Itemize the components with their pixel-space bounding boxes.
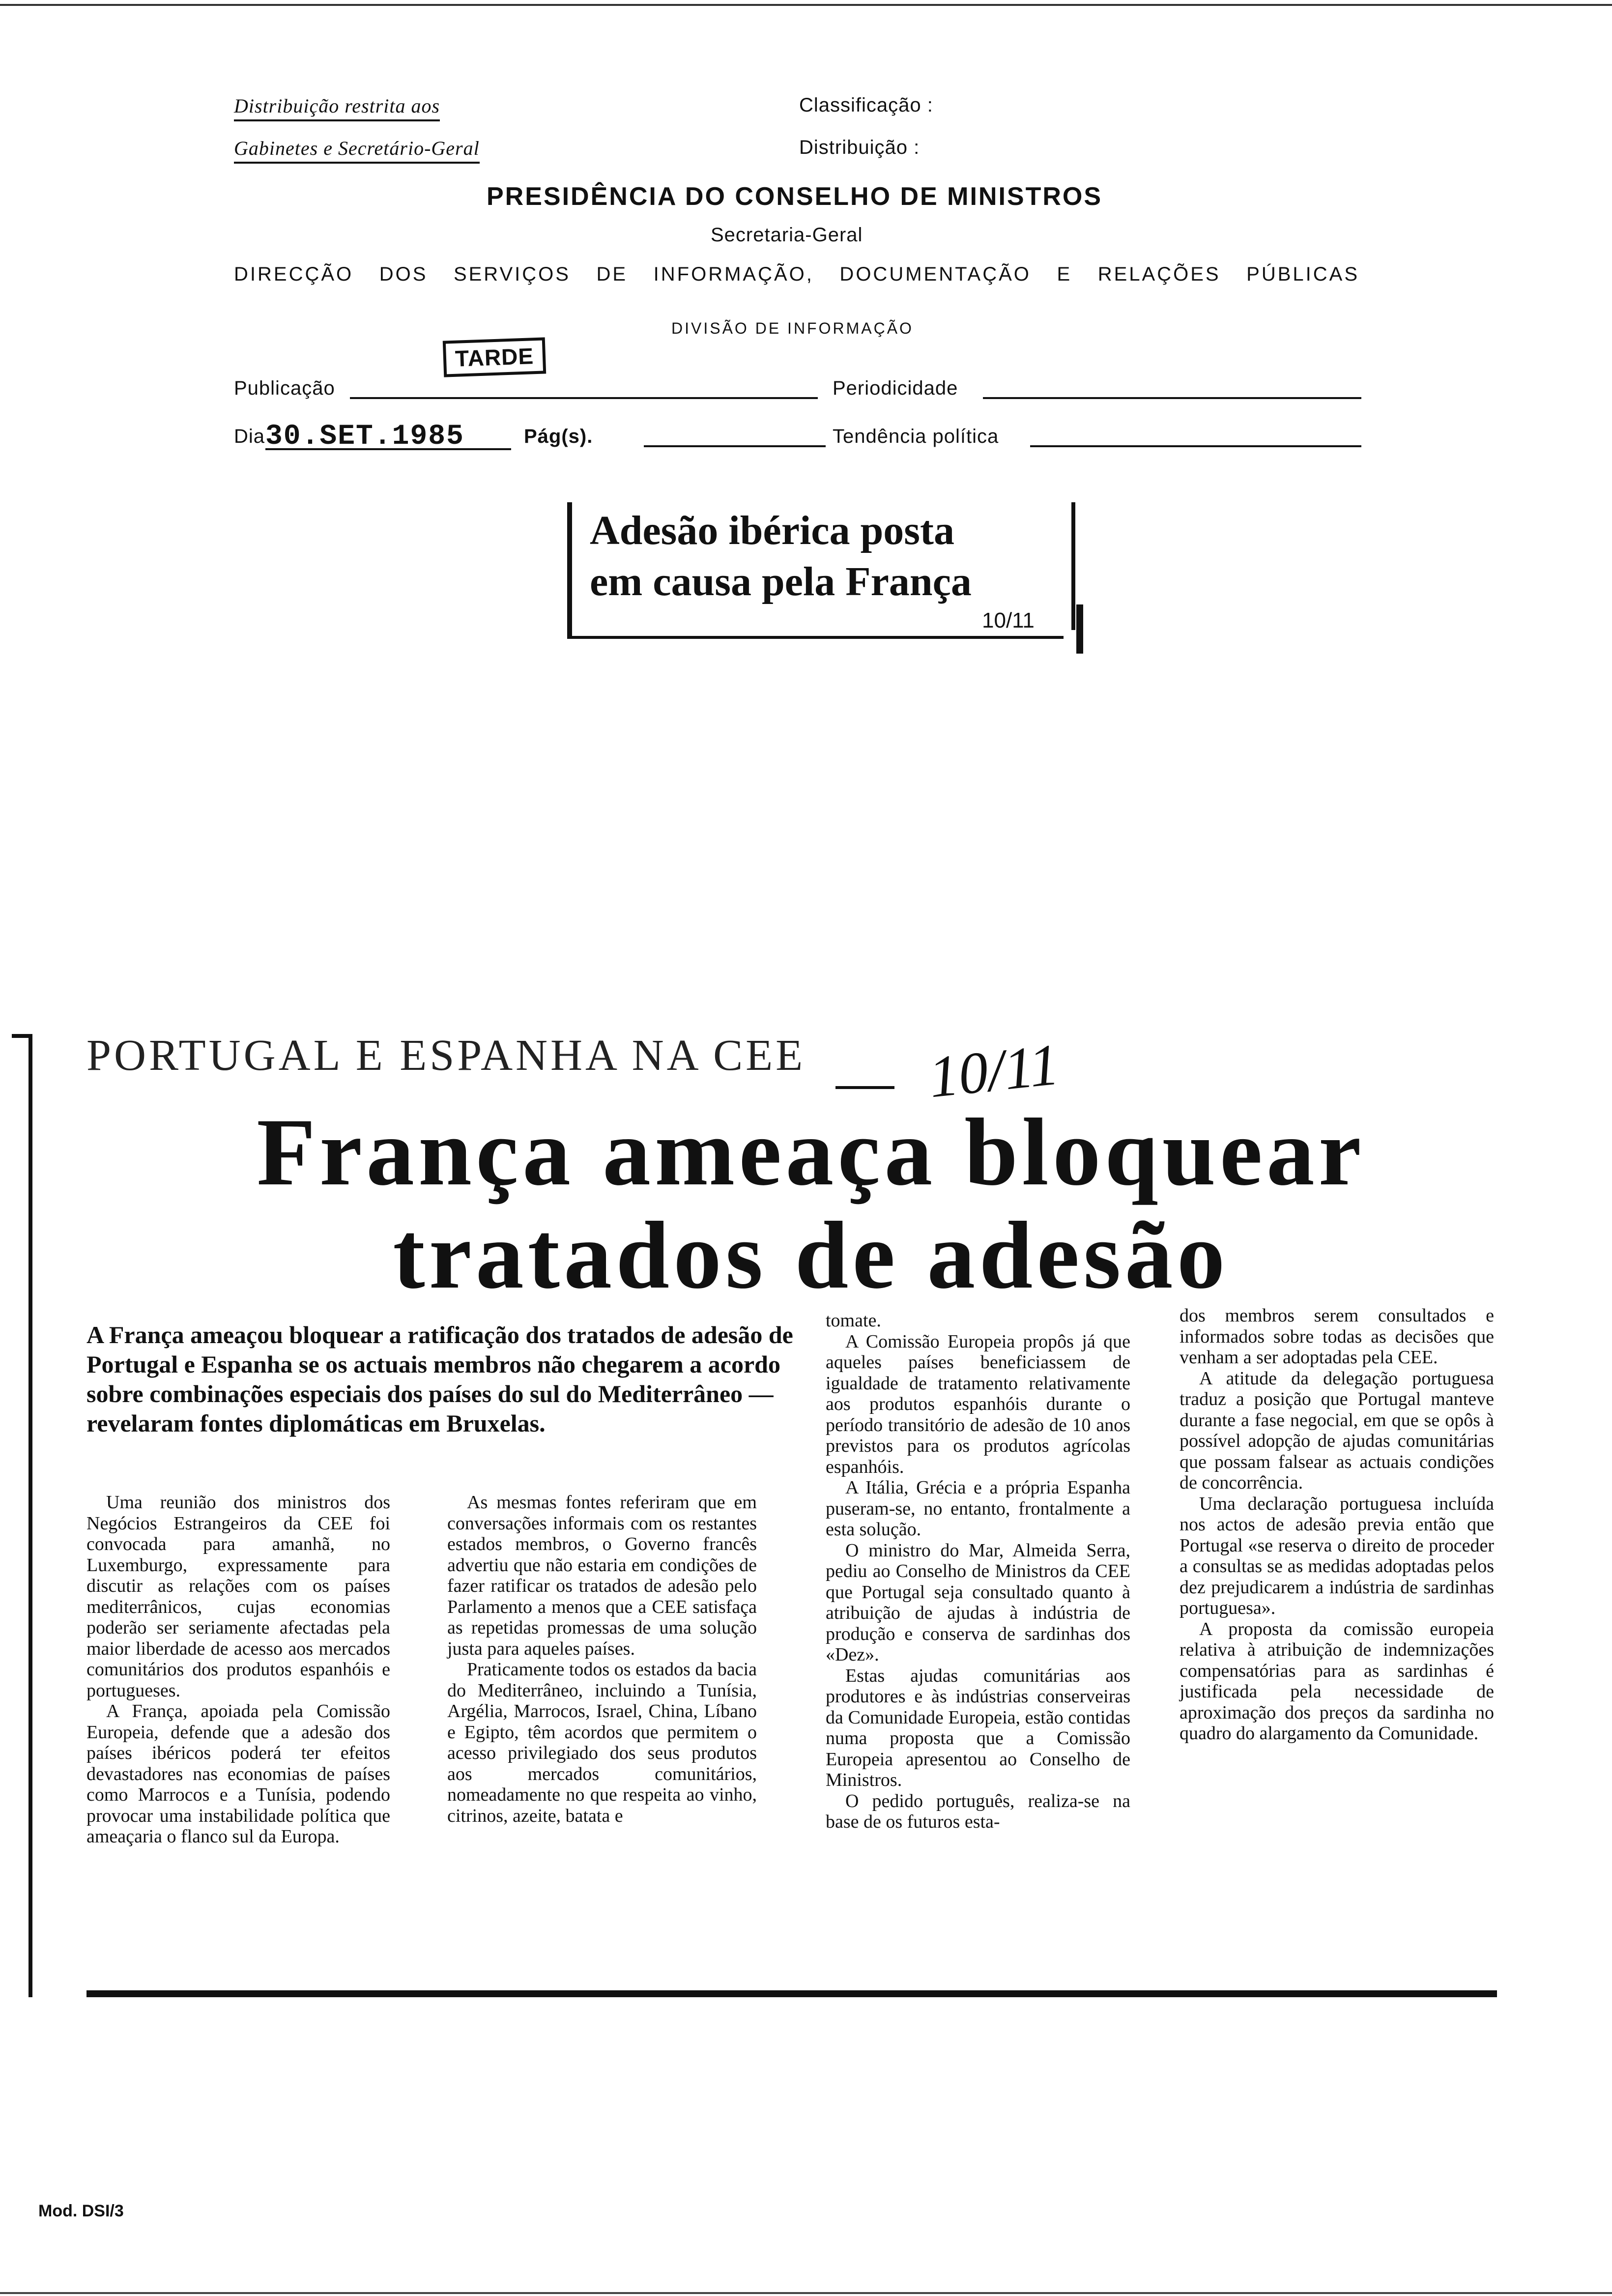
- organization-title: PRESIDÊNCIA DO CONSELHO DE MINISTROS: [487, 182, 1103, 211]
- article-kicker: PORTUGAL E ESPANHA NA CEE: [86, 1031, 806, 1080]
- kicker-underline-mark: [835, 1086, 894, 1089]
- classificacao-label: Classificação :: [799, 94, 933, 116]
- col1-paragraph-2: A França, apoiada pela Comissão Europeia, defende que a adesão dos países ibéricos poderá ter efeitos devastadores nas economias de países como Marrocos e a Tunísia, podendo provocar uma instabilidade política que ameaçaria o flanco sul da Europa.: [86, 1701, 390, 1847]
- clipping-page-ref: 10/11: [982, 608, 1035, 632]
- tendencia-label: Tendência política: [833, 426, 999, 447]
- col4-paragraph-2: Uma declaração portuguesa incluída nos actos de adesão previa então que Portugal «se reserva o direito de proceder a consultas se as medidas adoptadas pelos dez prejudicarem a indústria de sardinhas portuguesa».: [1180, 1493, 1494, 1618]
- distribuicao-label: Distribuição :: [799, 137, 920, 158]
- top-edge-rule: [0, 4, 1612, 6]
- division-title: DIVISÃO DE INFORMAÇÃO: [671, 319, 914, 337]
- headline-line1: França ameaça bloquear: [257, 1099, 1365, 1205]
- article-column-1: [86, 1492, 390, 1847]
- article-lead: A França ameaçou bloquear a ratificação dos tratados de adesão de Portugal e Espanha se os actuais membros não chegarem a acordo sobre combinações especiais dos países do sul do Mediterrâneo — revelaram fontes diplomáticas em Bruxelas.: [86, 1321, 793, 1437]
- periodicidade-line: [983, 397, 1361, 399]
- tendencia-line: [1030, 445, 1361, 447]
- periodicidade-label: Periodicidade: [833, 377, 958, 399]
- article-column-3: [826, 1310, 1130, 1833]
- col2-paragraph-1: As mesmas fontes referiram que em conversações informais com os restantes estados membros, o Governo francês advertiu que não estaria em condições de fazer ratificar os tratados de adesão pelo Parlamento a menos que a CEE satisfaça as repetidas promessas de uma solução justa para aqueles países.: [447, 1492, 757, 1659]
- article-left-margin-bar: [29, 1034, 32, 1997]
- col3-paragraph-4: Estas ajudas comunitárias aos produtores e às indústrias conserveiras da Comunidade Europeia, estão contidas numa proposta que a Comissão Europeia apresentou ao Conselho de Ministros.: [826, 1665, 1130, 1790]
- col3-paragraph-5: O pedido português, realiza-se na base de os futuros esta-: [826, 1790, 1130, 1832]
- clipping-title-line1: Adesão ibérica posta: [590, 508, 954, 553]
- department-title: DIRECÇÃO DOS SERVIÇOS DE INFORMAÇÃO, DOCUMENTAÇÃO E RELAÇÕES PÚBLICAS: [234, 263, 1359, 285]
- dia-line: [265, 448, 511, 450]
- col3-paragraph-1: A Comissão Europeia propôs já que aqueles países beneficiassem de igualdade de tratamento relativamente aos produtos espanhóis durante o período transitório de adesão de 10 anos previstos para os produtos agrícolas espanhóis.: [826, 1331, 1130, 1477]
- secretariat-title: Secretaria-Geral: [711, 224, 863, 246]
- pags-label: Pág(s).: [524, 426, 593, 447]
- restricted-distribution-line2: Gabinetes e Secretário-Geral: [234, 137, 480, 164]
- publicacao-line: [350, 397, 818, 399]
- col3-paragraph-0: tomate.: [826, 1310, 881, 1331]
- col4-paragraph-1: A atitude da delegação portuguesa traduz a posição que Portugal manteve durante a fase negocial, em que se opôs à possível adopção de ajudas comunitárias que possam falsear as actuais condições de concorrência.: [1180, 1368, 1494, 1493]
- article-bottom-rule: [86, 1990, 1497, 1997]
- restricted-distribution-line1: Distribuição restrita aos: [234, 94, 440, 121]
- headline-line2: tratados de adesão: [393, 1202, 1229, 1309]
- col3-paragraph-3: O ministro do Mar, Almeida Serra, pediu ao Conselho de Ministros da CEE que Portugal seja consultado quanto à atribuição de ajudas à indústria de produção e conserva de sardinhas dos «Dez».: [826, 1540, 1130, 1665]
- publicacao-stamp: TARDE: [443, 337, 546, 377]
- handwritten-page-ref: 10/11: [925, 1031, 1062, 1110]
- pags-line: [644, 445, 826, 447]
- article-left-margin-tick: [12, 1034, 32, 1038]
- publicacao-label: Publicação: [234, 377, 335, 399]
- col2-paragraph-2: Praticamente todos os estados da bacia do Mediterrâneo, incluindo a Tunísia, Argélia, Marrocos, Israel, China, Líbano e Egipto, têm acordos que permitem o acesso privilegiado dos seus produtos aos mercados comunitários, nomeadamente no que respeita ao vinho, citrinos, azeite, batata e: [447, 1659, 757, 1826]
- clipping-right-bar: [1071, 502, 1075, 630]
- clipping-title-line2: em causa pela França: [590, 559, 972, 604]
- col1-paragraph-1: Uma reunião dos ministros dos Negócios Estrangeiros da CEE foi convocada para amanhã, no Luxemburgo, expressamente para discutir as relações com os países mediterrânicos, cujas economias poderão ser seriamente afectadas pela maior liberdade de acesso aos mercados comunitários dos produtos espanhóis e portugueses.: [86, 1492, 390, 1701]
- article-column-2: [447, 1492, 757, 1826]
- article-column-4: [1180, 1305, 1494, 1744]
- col4-paragraph-0: dos membros serem consultados e informados sobre todas as decisões que venham a ser adoptadas pela CEE.: [1180, 1305, 1494, 1368]
- dia-label: Dia: [234, 426, 265, 447]
- bottom-edge-rule: [0, 2292, 1612, 2294]
- dia-value: 30.SET.1985: [265, 421, 464, 453]
- form-code: Mod. DSI/3: [38, 2202, 124, 2220]
- clipping-right-bar-bottom: [1076, 604, 1083, 654]
- col3-paragraph-2: A Itália, Grécia e a própria Espanha puseram-se, no entanto, frontalmente a esta solução.: [826, 1477, 1130, 1540]
- col4-paragraph-3: A proposta da comissão europeia relativa à atribuição de indemnizações compensatórias para as sardinhas é justificada pela necessidade de aproximação dos preços da sardinha no quadro do alargamento da Comunidade.: [1180, 1618, 1494, 1744]
